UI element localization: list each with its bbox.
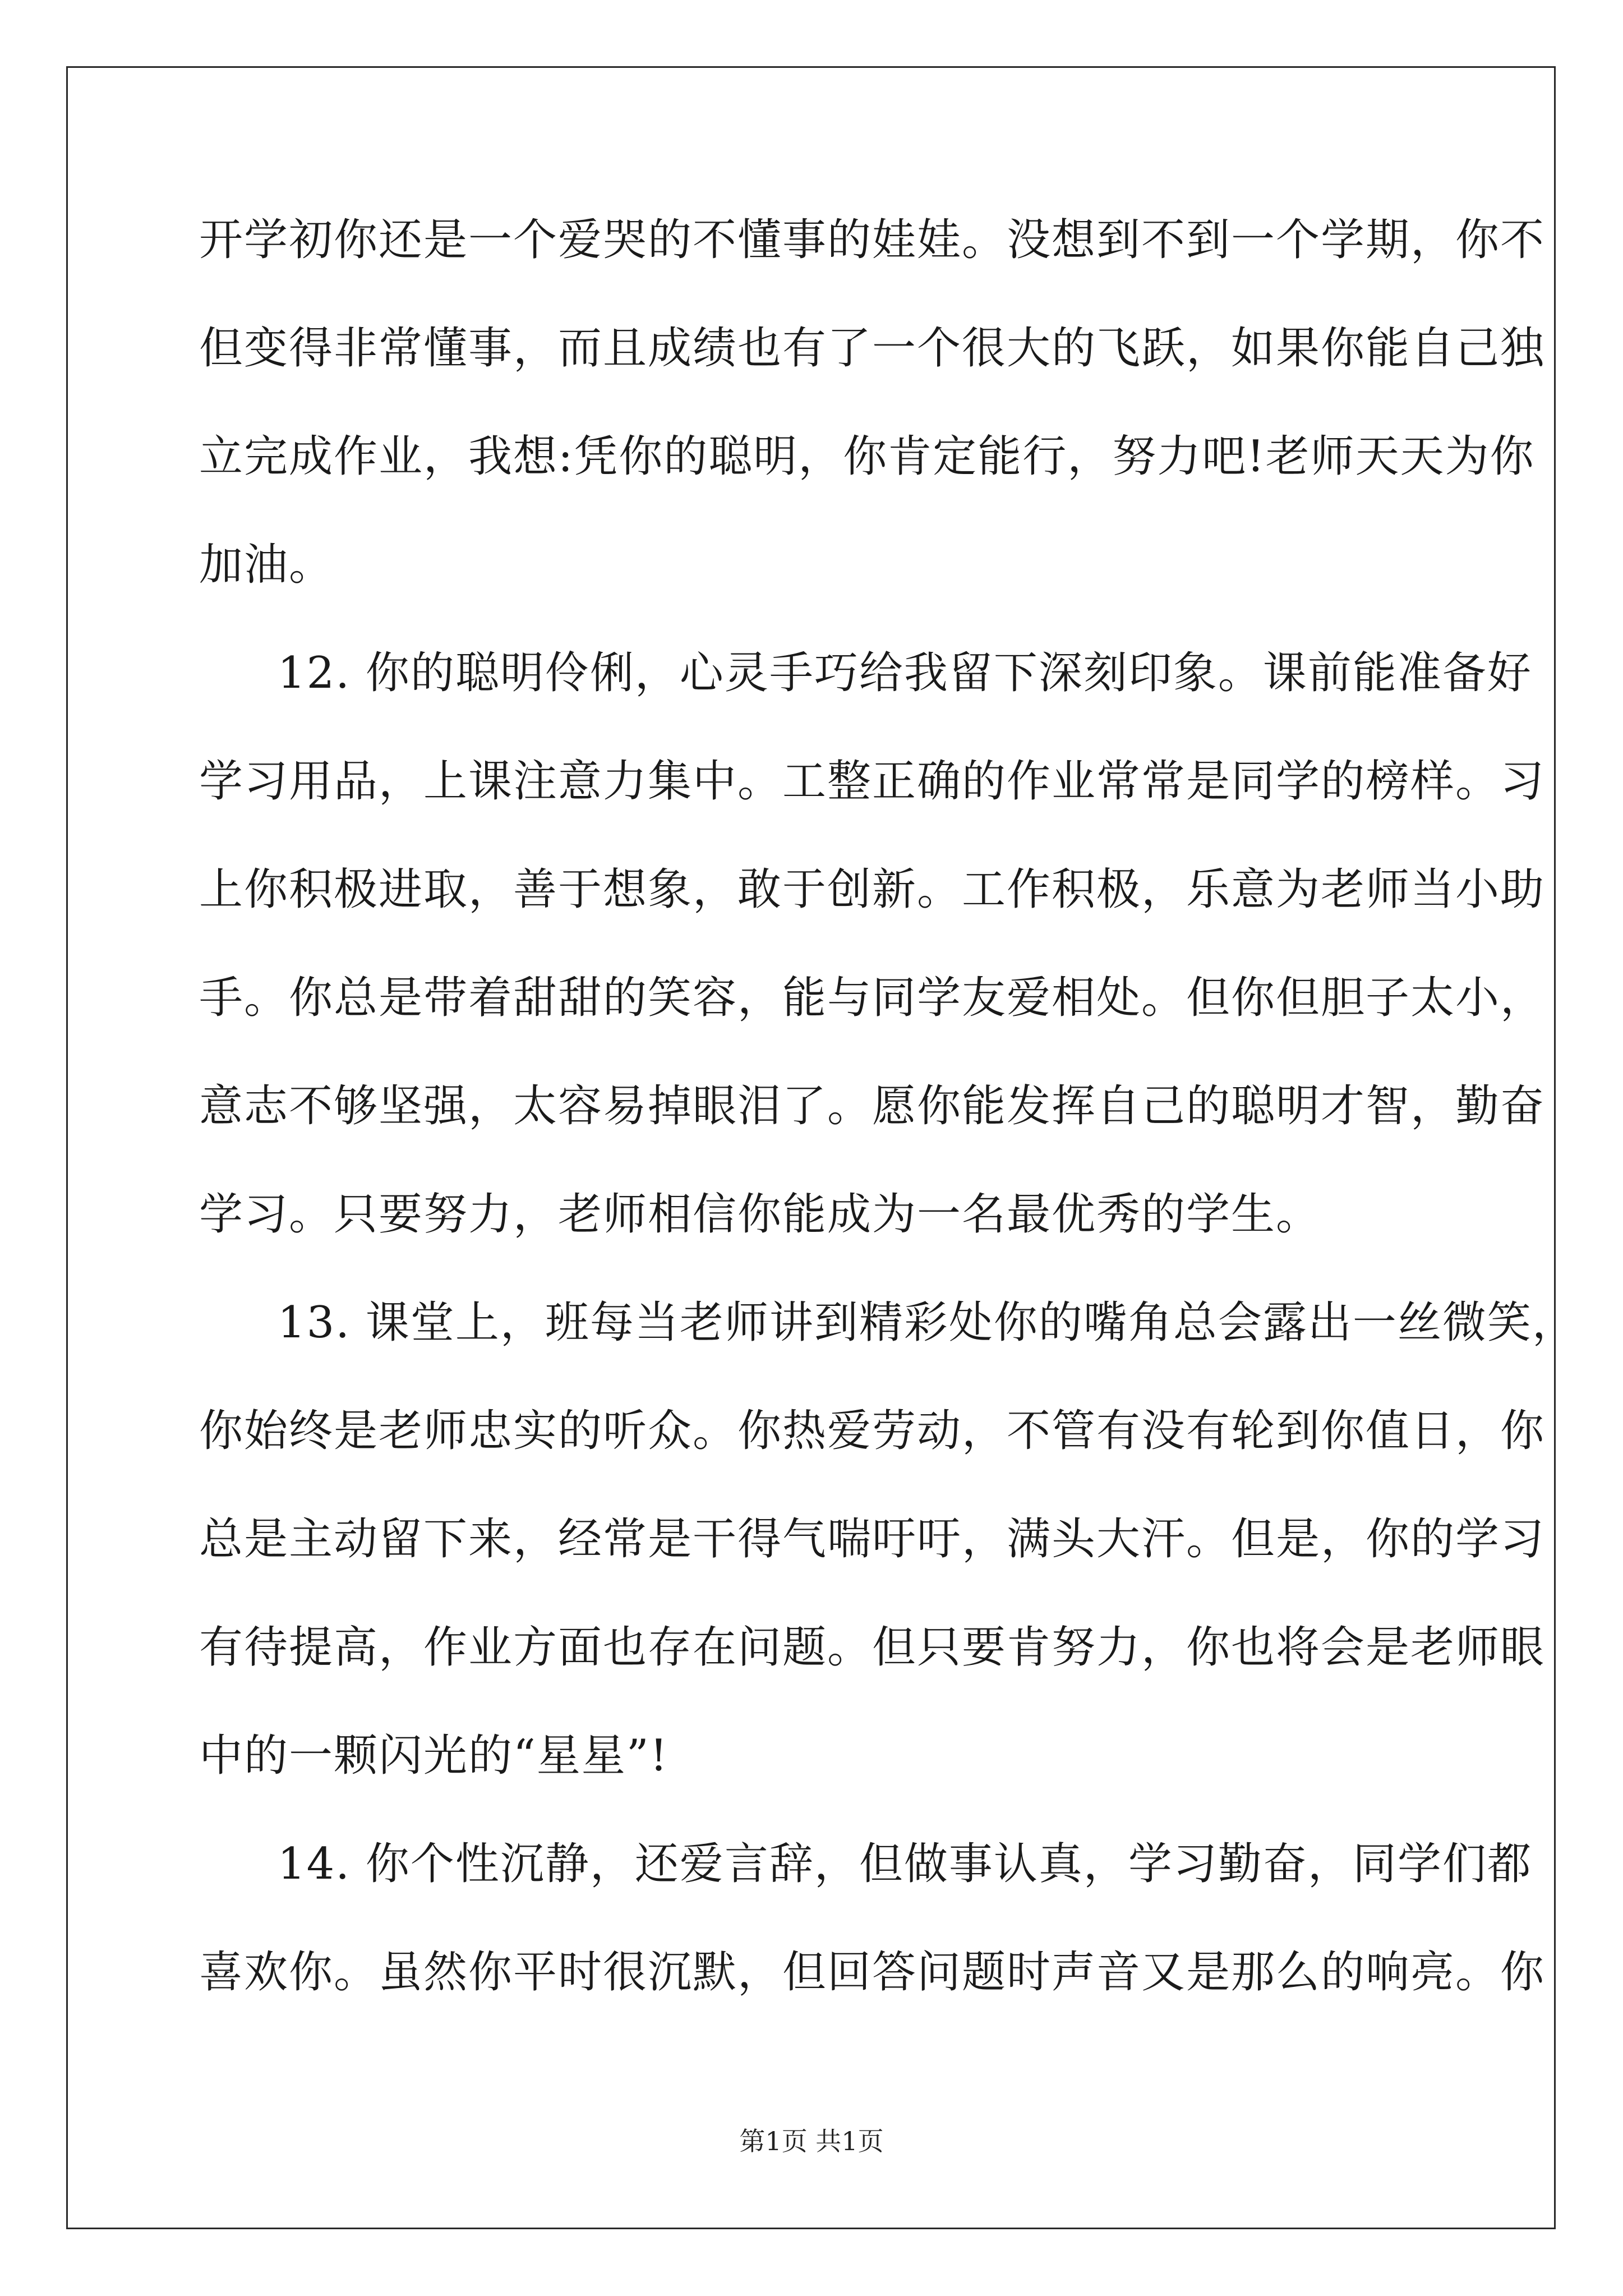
text-line: 开学初你还是一个爱哭的不懂事的娃娃。没想到不到一个学期，你不 xyxy=(199,215,1546,265)
page-border xyxy=(66,66,1556,2229)
text-line: 上你积极进取，善于想象，敢于创新。工作积极，乐意为老师当小助 xyxy=(199,864,1546,915)
text-line: 喜欢你。虽然你平时很沉默，但回答问题时声音又是那么的响亮。你 xyxy=(199,1947,1546,1998)
text-line: 总是主动留下来，经常是干得气喘吁吁，满头大汗。但是，你的学习 xyxy=(199,1514,1546,1565)
text-line: 但变得非常懂事，而且成绩也有了一个很大的飞跃，如果你能自己独 xyxy=(199,323,1546,374)
text-line: 加油。 xyxy=(199,540,334,590)
page-number-footer: 第1页 共1页 xyxy=(739,2126,884,2156)
text-line: 意志不够坚强，太容易掉眼泪了。愿你能发挥自己的聪明才智，勤奋 xyxy=(199,1081,1546,1131)
text-line: 学习。只要努力，老师相信你能成为一名最优秀的学生。 xyxy=(199,1189,1321,1240)
text-line: 学习用品，上课注意力集中。工整正确的作业常常是同学的榜样。习 xyxy=(199,756,1546,807)
text-line: 有待提高，作业方面也存在问题。但只要肯努力，你也将会是老师眼 xyxy=(199,1622,1546,1673)
text-line: 你始终是老师忠实的听众。你热爱劳动，不管有没有轮到你值日，你 xyxy=(199,1406,1546,1456)
text-line: 中的一颗闪光的“星星”! xyxy=(199,1731,669,1781)
text-line: 立完成作业，我想:凭你的聪明，你肯定能行，努力吧!老师天天为你 xyxy=(199,431,1535,482)
text-line: 14. 你个性沉静，还爱言辞，但做事认真，学习勤奋，同学们都 xyxy=(278,1839,1532,1889)
text-line: 12. 你的聪明伶俐，心灵手巧给我留下深刻印象。课前能准备好 xyxy=(278,648,1532,698)
text-line: 手。你总是带着甜甜的笑容，能与同学友爱相处。但你但胆子太小， xyxy=(199,973,1546,1023)
text-line: 13. 课堂上，班每当老师讲到精彩处你的嘴角总会露出一丝微笑， xyxy=(278,1297,1577,1348)
